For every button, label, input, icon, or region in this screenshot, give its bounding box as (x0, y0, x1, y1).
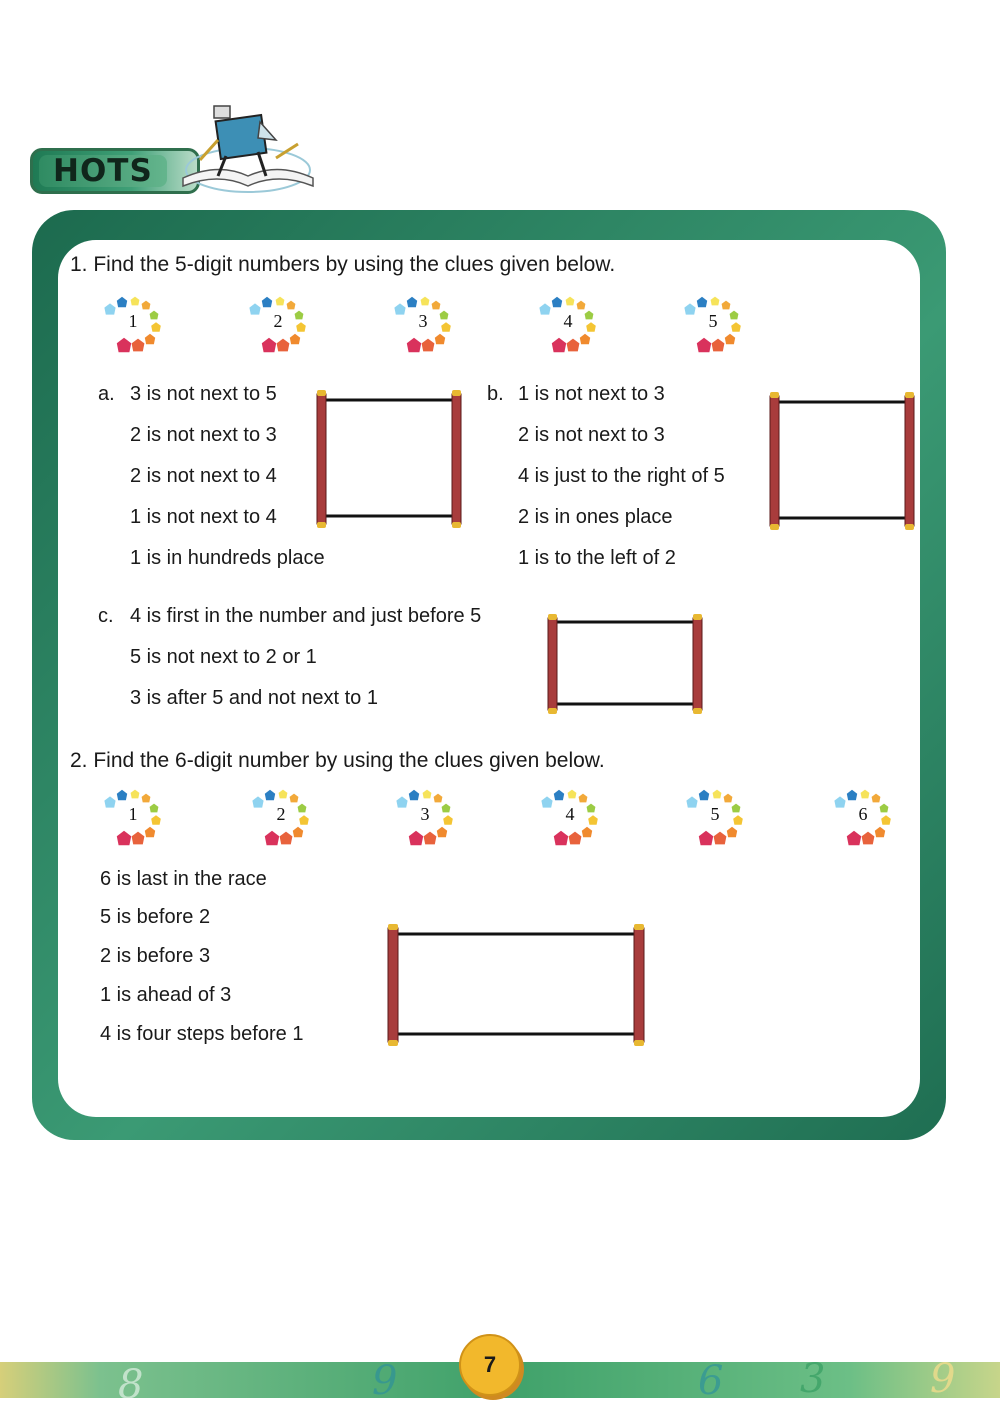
part-b-clue-5: 1 is to the left of 2 (518, 547, 676, 569)
part-c-label: c. (98, 605, 114, 627)
wheel-label: 6 (858, 804, 868, 824)
answer-box-q2[interactable] (385, 922, 647, 1048)
wheel-label: 2 (276, 804, 286, 824)
q2-prompt: 2. Find the 6-digit number by using the clues given below. (70, 749, 605, 772)
number-wheel-3 (392, 788, 456, 848)
part-c-clue-1: 4 is first in the number and just before 5 (130, 605, 482, 627)
number-wheel-4 (537, 788, 601, 848)
number-wheel-3 (390, 295, 454, 355)
number-wheel-2 (248, 788, 312, 848)
footer-decor-digit: 9 (930, 1356, 956, 1402)
wheel-label: 3 (420, 804, 430, 824)
part-b-clue-3: 4 is just to the right of 5 (518, 465, 725, 487)
part-c-clue-3: 3 is after 5 and not next to 1 (130, 687, 378, 709)
page-number-badge: 7 (459, 1334, 521, 1396)
number-wheel-2 (245, 295, 309, 355)
part-a-label: a. (98, 383, 115, 405)
number-wheel-4 (535, 295, 599, 355)
part-a-clue-4: 1 is not next to 4 (130, 506, 277, 528)
wheel-label: 1 (128, 804, 138, 824)
part-a-clue-2: 2 is not next to 3 (130, 424, 277, 446)
wheel-label: 1 (128, 311, 138, 331)
number-wheel-6 (830, 788, 894, 848)
footer-decor-digit: 8 (118, 1362, 144, 1408)
part-a-clue-1: 3 is not next to 5 (130, 383, 277, 405)
q2-clue-3: 2 is before 3 (100, 945, 211, 967)
q2-clue-5: 4 is four steps before 1 (100, 1023, 304, 1045)
answer-box-c[interactable] (545, 612, 705, 716)
footer-decor-digit: 3 (800, 1356, 826, 1402)
q2-clue-4: 1 is ahead of 3 (100, 984, 232, 1006)
wheel-label: 4 (563, 311, 573, 331)
number-wheel-1 (100, 788, 164, 848)
q1-prompt: 1. Find the 5-digit numbers by using the clues given below. (70, 253, 616, 276)
part-a-clue-3: 2 is not next to 4 (130, 465, 277, 487)
hots-header-tab (30, 148, 200, 194)
wheel-label: 5 (710, 804, 720, 824)
easel-book-illustration (178, 100, 318, 200)
wheel-label: 2 (273, 311, 283, 331)
wheel-label: 3 (418, 311, 428, 331)
wheel-label: 5 (708, 311, 718, 331)
part-a-clue-5: 1 is in hundreds place (130, 547, 325, 569)
part-b-clue-1: 1 is not next to 3 (518, 383, 665, 405)
answer-box-a[interactable] (314, 388, 464, 530)
hots-title: HOTS (53, 153, 153, 189)
q2-clue-2: 5 is before 2 (100, 906, 211, 928)
number-wheel-5 (680, 295, 744, 355)
footer-decor-digit: 6 (698, 1358, 724, 1404)
part-b-clue-2: 2 is not next to 3 (518, 424, 665, 446)
part-b-clue-4: 2 is in ones place (518, 506, 673, 528)
number-wheel-1 (100, 295, 164, 355)
wheel-label: 4 (565, 804, 575, 824)
answer-box-b[interactable] (767, 390, 917, 532)
part-c-clue-2: 5 is not next to 2 or 1 (130, 646, 317, 668)
part-b-label: b. (487, 383, 504, 405)
number-wheel-5 (682, 788, 746, 848)
footer-decor-digit: 9 (372, 1358, 398, 1404)
q2-clue-1: 6 is last in the race (100, 868, 267, 890)
